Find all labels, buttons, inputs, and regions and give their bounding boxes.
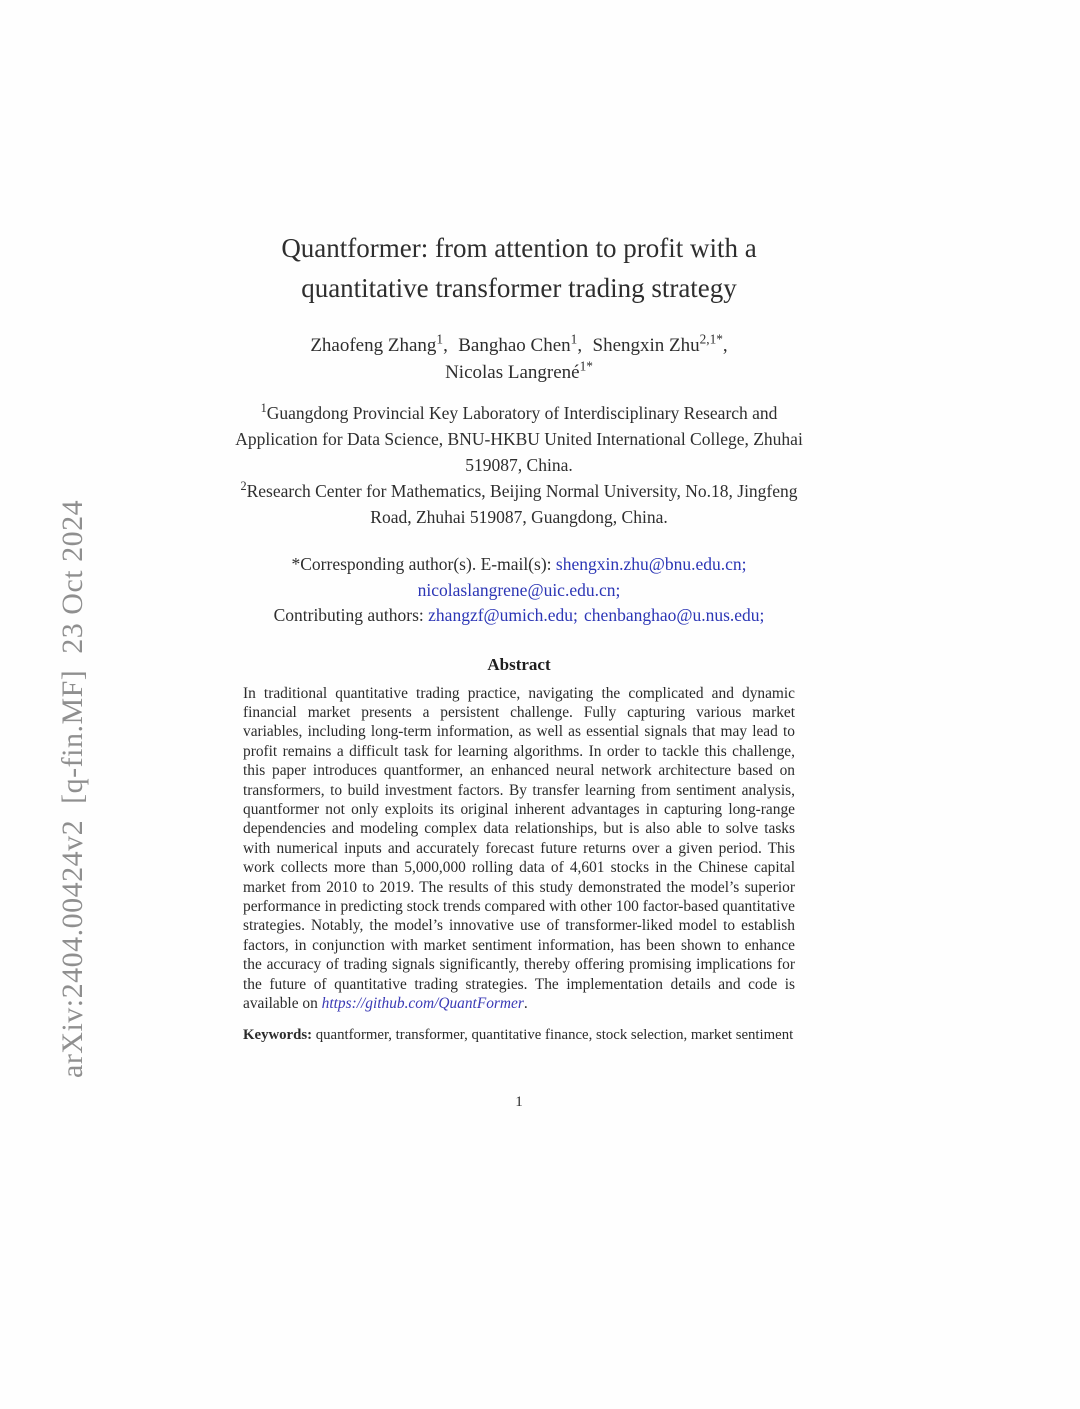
affiliation-text: Research Center for Mathematics, Beijing Normal University, No.18, Jingfeng Road, Zhuhai 519087, Guangdong, China. xyxy=(246,481,798,527)
abstract-heading: Abstract xyxy=(487,654,551,674)
email-link-chenbanghao[interactable]: chenbanghao@u.nus.edu; xyxy=(584,605,765,625)
author-superscript: 2,1* xyxy=(699,331,723,347)
affiliation-2 xyxy=(233,478,805,530)
paper-title xyxy=(233,228,805,308)
keywords-text: quantformer, transformer, quantitative finance, stock selection, market sentiment xyxy=(312,1027,794,1044)
corresponding-line xyxy=(233,552,805,578)
author-name: Nicolas Langrené xyxy=(445,362,580,383)
author-name: Shengxin Zhu xyxy=(592,335,700,356)
abstract-text-end: . xyxy=(523,995,528,1012)
author-list xyxy=(233,332,805,386)
author xyxy=(445,358,593,383)
author-separator: , xyxy=(722,335,728,356)
affiliation-1 xyxy=(233,400,805,478)
affiliation-superscript: 1 xyxy=(260,401,267,416)
keywords-label: Keywords: xyxy=(243,1027,313,1044)
affiliation-text: Guangdong Provincial Key Laboratory of Interdisciplinary Research and Application for Data Science, BNU-HKBU United International College, Zhuhai 519087, China. xyxy=(235,403,803,475)
email-link-nicolaslangrene[interactable]: nicolaslangrene@uic.edu.cn; xyxy=(417,579,621,600)
abstract-text: In traditional quantitative trading practice, navigating the complicated and dynamic financial market presents a persistent challenge. Fully capturing various market variables, including long-term information, as well as essential signals that may lead to profit remains a difficult task for learning algorithms. In order to tackle this challenge, this paper introduces quantformer, an enhanced neural network architecture based on transformers, to build investment factors. By transfer learning from sentiment analysis, quantformer not only exploits its original inherent advantages in capturing long-range dependencies and modeling complex data relationships, but is also able to solve tasks with numerical inputs and accurately forecast future returns over a given period. This work collects more than 5,000,000 rolling data of 4,601 stocks in the Chinese capital market from 2010 to 2019. The results of this study demonstrated the model’s superior performance in predicting stock trends compared with other 100 factor-based quantitative strategies. Notably, the model’s innovative use of transformer-liked model to establish factors, in conjunction with market sentiment information, has been shown to enhance the accuracy of trading signals significantly, thereby offering promising implications for the future of quantitative trading strategies. The implementation details and code is available on xyxy=(243,684,795,1012)
contributing-line xyxy=(233,603,805,629)
author-name: Zhaofeng Zhang xyxy=(310,335,437,356)
author-separator: , xyxy=(577,335,583,356)
affiliation-superscript: 2 xyxy=(240,479,247,494)
page-number: 1 xyxy=(515,1094,523,1110)
author-superscript: 1* xyxy=(579,358,593,374)
author-line-1 xyxy=(233,332,805,359)
contributing-prefix: Contributing authors: xyxy=(273,605,429,625)
abstract-body xyxy=(243,684,795,1014)
corresponding-prefix: *Corresponding author(s). E-mail(s): xyxy=(291,554,556,574)
paper-content-column xyxy=(233,0,805,1046)
keywords-block xyxy=(243,1025,795,1046)
paper-title-line2: quantitative transformer trading strategy xyxy=(301,273,737,303)
author-name: Banghao Chen xyxy=(458,335,571,356)
correspondence-block xyxy=(233,552,805,629)
author xyxy=(310,331,448,356)
email-link-shengxin[interactable]: shengxin.zhu@bnu.edu.cn; xyxy=(555,554,747,574)
arxiv-stamp: arXiv:2404.00424v2 [q-fin.MF] 23 Oct 2024 xyxy=(56,499,89,1078)
paper-title-line1: Quantformer: from attention to profit with a xyxy=(281,233,757,263)
author-superscript: 1 xyxy=(436,331,444,347)
author xyxy=(458,331,583,356)
author-line-2 xyxy=(233,359,805,386)
affiliation-list xyxy=(233,400,805,530)
github-link[interactable]: https://github.com/QuantFormer xyxy=(321,995,524,1012)
author-separator: , xyxy=(443,335,448,356)
author-superscript: 1 xyxy=(570,331,578,347)
corresponding-line xyxy=(233,578,805,604)
author xyxy=(592,331,728,356)
email-link-zhangzf[interactable]: zhangzf@umich.edu; xyxy=(428,605,578,625)
